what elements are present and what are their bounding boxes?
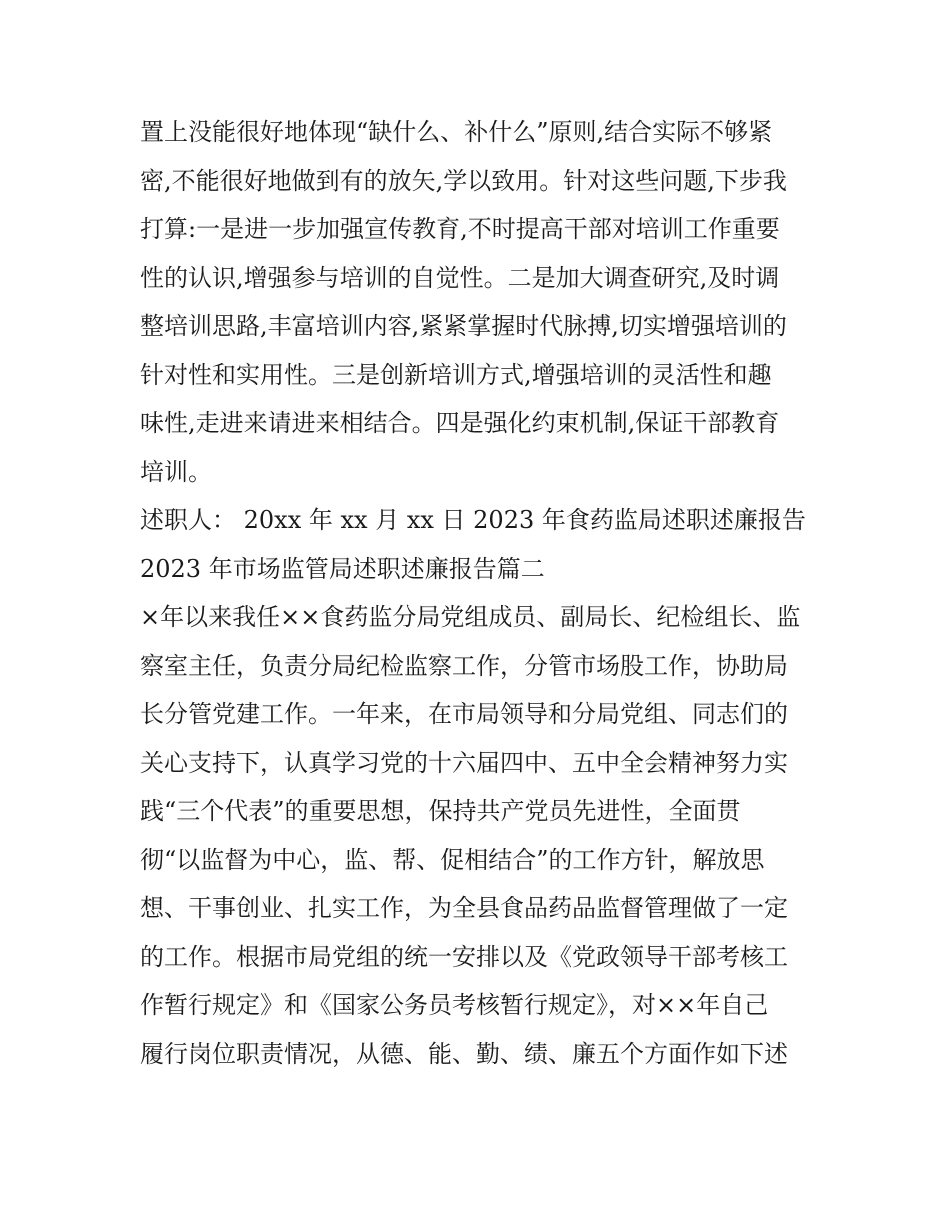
text-line-18: 的工作。根据市局党组的统一安排以及《党政领导干部考核工 bbox=[140, 942, 788, 971]
text-line-13: 长分管党建工作。一年来，在市局领导和分局党组、同志们的 bbox=[140, 700, 788, 728]
text-line-4: 性的认识,增强参与培训的自觉性。二是加大调查研究,及时调 bbox=[140, 263, 780, 292]
text-line-12: 察室主任，负责分局纪检监察工作，分管市场股工作，协助局 bbox=[140, 651, 788, 680]
text-line-7: 味性,走进来请进来相结合。四是强化约束机制,保证干部教育 bbox=[140, 409, 780, 437]
text-line-6: 针对性和实用性。三是创新培训方式,增强培训的灵活性和趣 bbox=[140, 360, 772, 389]
text-line-8: 培训。 bbox=[140, 457, 212, 486]
text-line-2: 密,不能很好地做到有的放矢,学以致用。针对这些问题,下步我 bbox=[140, 166, 787, 195]
text-line-20: 履行岗位职责情况，从德、能、勤、绩、廉五个方面作如下述 bbox=[140, 1039, 788, 1068]
text-line-14: 关心支持下，认真学习党的十六届四中、五中全会精神努力实 bbox=[140, 748, 788, 777]
document-body bbox=[140, 108, 820, 1078]
text-line-16: 彻“以监督为中心，监、帮、促相结合”的工作方针，解放思 bbox=[140, 845, 765, 874]
text-line-5: 整培训思路,丰富培训内容,紧紧掌握时代脉搏,切实增强培训的 bbox=[140, 312, 787, 340]
signature-date-line: 述职人： 20xx 年 xx 月 xx 日 2023 年食药监局述职述廉报告 bbox=[140, 506, 806, 534]
text-line-3: 打算:一是进一步加强宣传教育,不时提高干部对培训工作重要 bbox=[140, 215, 780, 243]
text-line-19: 作暂行规定》和《国家公务员考核暂行规定》，对××年自己 bbox=[140, 991, 769, 1019]
text-line-1: 置上没能很好地体现“缺什么、补什么”原则,结合实际不够紧 bbox=[140, 118, 773, 146]
text-line-17: 想、干事创业、扎实工作，为全县食品药品监督管理做了一定 bbox=[140, 894, 788, 922]
text-line-11: ×年以来我任××食药监分局党组成员、副局长、纪检组长、监 bbox=[140, 603, 801, 631]
text-line-15: 践“三个代表”的重要思想，保持共产党员先进性，全面贯 bbox=[140, 797, 741, 825]
section-title: 2023 年市场监管局述职述廉报告篇二 bbox=[140, 554, 545, 583]
